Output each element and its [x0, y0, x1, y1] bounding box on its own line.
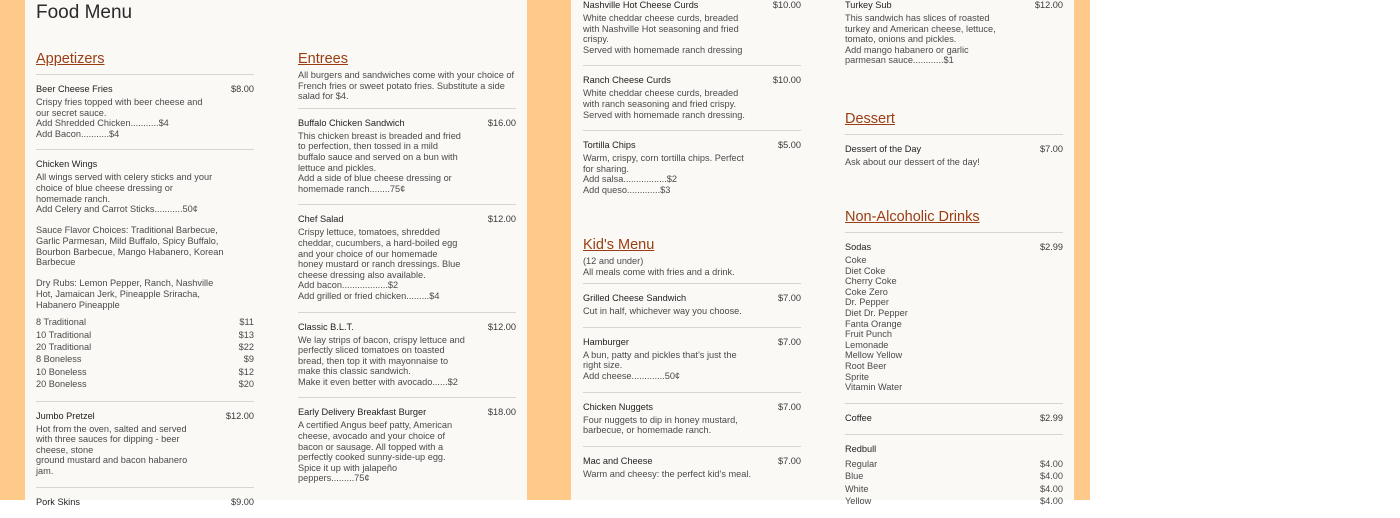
item-name: Beer Cheese Fries: [36, 84, 113, 94]
menu-item-ranch-cheese-curds: [583, 66, 801, 131]
price-row: Yellow $4.00: [845, 495, 1063, 506]
item-price: $10.00: [772, 75, 801, 86]
dessert-column: [845, 110, 1063, 178]
menu-item-tortilla-chips: [583, 131, 801, 205]
item-description: Crispy lettuce, tomatoes, shredded cheddar, cucumbers, a hard-boiled egg and your choice of our homemade honey mustard or ranch dressings. Blue cheese dressing also available. Add bacon..................$2 Add grilled or fried chicken.........$4: [298, 227, 461, 301]
soda-option: Coke: [845, 255, 867, 265]
soda-option: Diet Dr. Pepper: [845, 307, 908, 318]
item-price: $7.00: [778, 336, 801, 347]
menu-item-breakfast-burger: [298, 398, 516, 494]
item-description: Warm, crispy, corn tortilla chips. Perfect for sharing. Add salsa.................$2 Add queso.............$3: [583, 153, 744, 195]
kids-menu-note: (12 and under) All meals come with fries and a drink.: [583, 256, 735, 277]
menu-item-grilled-cheese: [583, 284, 801, 328]
soda-option: Vitamin Water: [845, 382, 903, 393]
item-description: Cut in half, whichever way you choose.: [583, 306, 742, 317]
menu-item-hamburger: [583, 328, 801, 393]
menu-item-sodas: [845, 233, 1063, 404]
item-price: $7.00: [778, 293, 801, 304]
drinks-heading: Non-Alcoholic Drinks: [845, 209, 980, 225]
soda-option: Fruit Punch: [845, 329, 892, 340]
dessert-heading: Dessert: [845, 111, 895, 127]
turkey-sub-column: [845, 0, 1063, 76]
page-2-margin-left: [544, 0, 571, 500]
price-row: 8 Traditional $11: [36, 317, 254, 328]
menu-item-buffalo-chicken-sandwich: [298, 109, 516, 206]
item-description: Four nuggets to dip in honey mustard, barbecue, or homemade ranch.: [583, 414, 738, 436]
price-row: 20 Boneless $20: [36, 379, 254, 390]
item-name: Turkey Sub: [845, 0, 892, 10]
item-name: Redbull: [845, 443, 877, 454]
item-price: $8.00: [231, 84, 254, 94]
kids-menu-heading: Kid's Menu: [583, 237, 655, 253]
price-row: Regular $4.00: [845, 458, 1063, 469]
menu-item-jumbo-pretzel: [36, 402, 254, 488]
item-price: $7.00: [1040, 144, 1063, 154]
appetizers-column: [36, 50, 254, 518]
item-description: We lay strips of bacon, crispy lettuce and perfectly sliced tomatoes on toasted bread, then top it with mayonnaise to make this classic sandwich. Make it even better with avocado......$2: [298, 334, 465, 387]
menu-item-chef-salad: [298, 205, 516, 312]
soda-option: Dr. Pepper: [845, 297, 889, 308]
item-description: Crispy fries topped with beer cheese and our secret sauce. Add Shredded Chicken...........$4 Add Bacon...........$4: [36, 97, 203, 139]
item-description: White cheddar cheese curds, breaded with ranch seasoning and fried crispy. Served with homemade ranch dressing.: [583, 88, 745, 120]
menu-item-chicken-nuggets: [583, 393, 801, 447]
soda-option: Mellow Yellow: [845, 350, 903, 361]
item-name: Pork Skins: [36, 496, 80, 507]
kids-menu-column: [583, 236, 801, 489]
item-name: Grilled Cheese Sandwich: [583, 293, 687, 304]
item-description: A certified Angus beef patty, American cheese, avocado and your choice of bacon or sausage. All topped with a perfectly cooked sunny-side-up egg. Spice it up with jalapeño peppers.........75¢: [298, 420, 453, 484]
item-description: Hot from the oven, salted and served with three sauces for dipping - beer cheese, stone ground mustard and bacon habanero jam.: [36, 423, 188, 476]
item-description: This sandwich has slices of roasted turkey and American cheese, lettuce, tomato, onions and pickles. Add mango habanero or garlic parmesan sauce............$1: [845, 13, 996, 66]
soda-option: Lemonade: [845, 339, 889, 350]
menu-item-coffee: [845, 404, 1063, 435]
item-price: $5.00: [778, 140, 801, 151]
menu-item-dessert-of-the-day: [845, 135, 1063, 178]
item-price: $12.00: [487, 214, 516, 225]
entrees-column: [298, 50, 516, 494]
soda-option: Fanta Orange: [845, 318, 902, 329]
soda-list: [845, 255, 1063, 393]
item-name: Buffalo Chicken Sandwich: [298, 117, 405, 128]
item-description: A bun, patty and pickles that’s just the right size. Add cheese.............50¢: [583, 349, 737, 381]
appetizers-continued-column: [583, 0, 801, 206]
item-price: $2.99: [1040, 412, 1063, 423]
redbull-price-list: [845, 458, 1063, 508]
item-price: $7.00: [778, 401, 801, 412]
menu-item-mac-and-cheese: [583, 447, 801, 490]
item-name: Hamburger: [583, 336, 629, 347]
item-price: $2.99: [1040, 242, 1063, 252]
soda-option: Diet Coke: [845, 265, 886, 276]
price-row: Blue $4.00: [845, 471, 1063, 482]
soda-option: Coke Zero: [845, 286, 888, 297]
item-name: Chicken Wings: [36, 159, 98, 170]
item-name: Classic B.L.T.: [298, 321, 354, 332]
menu-item-redbull: [845, 435, 1063, 518]
item-price: $9.00: [231, 496, 254, 507]
item-name: Mac and Cheese: [583, 455, 653, 466]
price-row: White $4.00: [845, 483, 1063, 494]
page-gap: [527, 0, 544, 500]
item-description: Ask about our dessert of the day!: [845, 157, 980, 167]
menu-item-turkey-sub: [845, 0, 1063, 76]
item-name: Coffee: [845, 412, 872, 423]
item-name: Sodas: [845, 242, 872, 252]
entrees-note: All burgers and sandwiches come with your choice of French fries or sweet potato fries. Substitute a side salad for $4.: [298, 70, 515, 102]
appetizers-heading: Appetizers: [36, 51, 105, 67]
menu-item-pork-skins: [36, 488, 254, 518]
page-title: Food Menu: [36, 2, 133, 23]
price-row: 10 Boneless $12: [36, 366, 254, 377]
item-name: Early Delivery Breakfast Burger: [298, 407, 427, 418]
soda-option: Sprite: [845, 371, 870, 382]
item-price: $16.00: [487, 117, 516, 128]
price-row: 8 Boneless $9: [36, 354, 254, 365]
price-row: 10 Traditional $13: [36, 329, 254, 340]
item-price: $18.00: [487, 407, 516, 418]
menu-item-classic-blt: [298, 313, 516, 399]
item-price: $12.00: [487, 321, 516, 332]
soda-option: Cherry Coke: [845, 276, 897, 287]
entrees-heading: Entrees: [298, 51, 348, 67]
item-price: $12.00: [1034, 0, 1063, 10]
item-description: White cheddar cheese curds, breaded with Nashville Hot seasoning and fried crispy. Served with homemade ranch dressing: [583, 13, 743, 55]
menu-item-beer-cheese-fries: [36, 75, 254, 150]
item-description: This chicken breast is breaded and fried to perfection, then tossed in a mild buffalo sauce and served on a bun with lettuce and pickles. Add a side of blue cheese dressing or homemade ranch........75¢: [298, 130, 461, 194]
item-name: Chicken Nuggets: [583, 401, 653, 412]
item-name: Chef Salad: [298, 214, 344, 225]
item-name: Nashville Hot Cheese Curds: [583, 0, 699, 10]
page-background-left: [0, 0, 25, 500]
item-name: Dessert of the Day: [845, 144, 922, 154]
page-2-margin-right: [1074, 0, 1090, 500]
drinks-column: [845, 208, 1063, 517]
item-price: $10.00: [772, 0, 801, 10]
item-price: $12.00: [225, 410, 254, 421]
item-description: All wings served with celery sticks and your choice of blue cheese dressing or homemade ranch. Add Celery and Carrot Sticks...........50¢ Sauce Flavor Choices: Traditional Barbecue, Garlic Parmesan, Mild Buffalo, Spicy Buffalo, Bourbon Barbecue, Mango Habanero, Korean Barbecue Dry Rubs: Lemon Pepper, Ranch, Nashville Hot, Jamaican Jerk, Pineapple Sriracha, Habanero Pineapple: [36, 172, 224, 310]
price-row: 20 Traditional $22: [36, 341, 254, 352]
item-price: $7.00: [778, 455, 801, 466]
item-name: Tortilla Chips: [583, 140, 636, 151]
menu-item-chicken-wings: [36, 150, 254, 401]
item-name: Ranch Cheese Curds: [583, 75, 671, 86]
menu-item-nashville-hot-cheese-curds: [583, 0, 801, 66]
item-name: Jumbo Pretzel: [36, 410, 95, 421]
wing-price-list: [36, 316, 254, 390]
item-description: Warm and cheesy: the perfect kid’s meal.: [583, 468, 751, 479]
soda-option: Root Beer: [845, 360, 887, 371]
